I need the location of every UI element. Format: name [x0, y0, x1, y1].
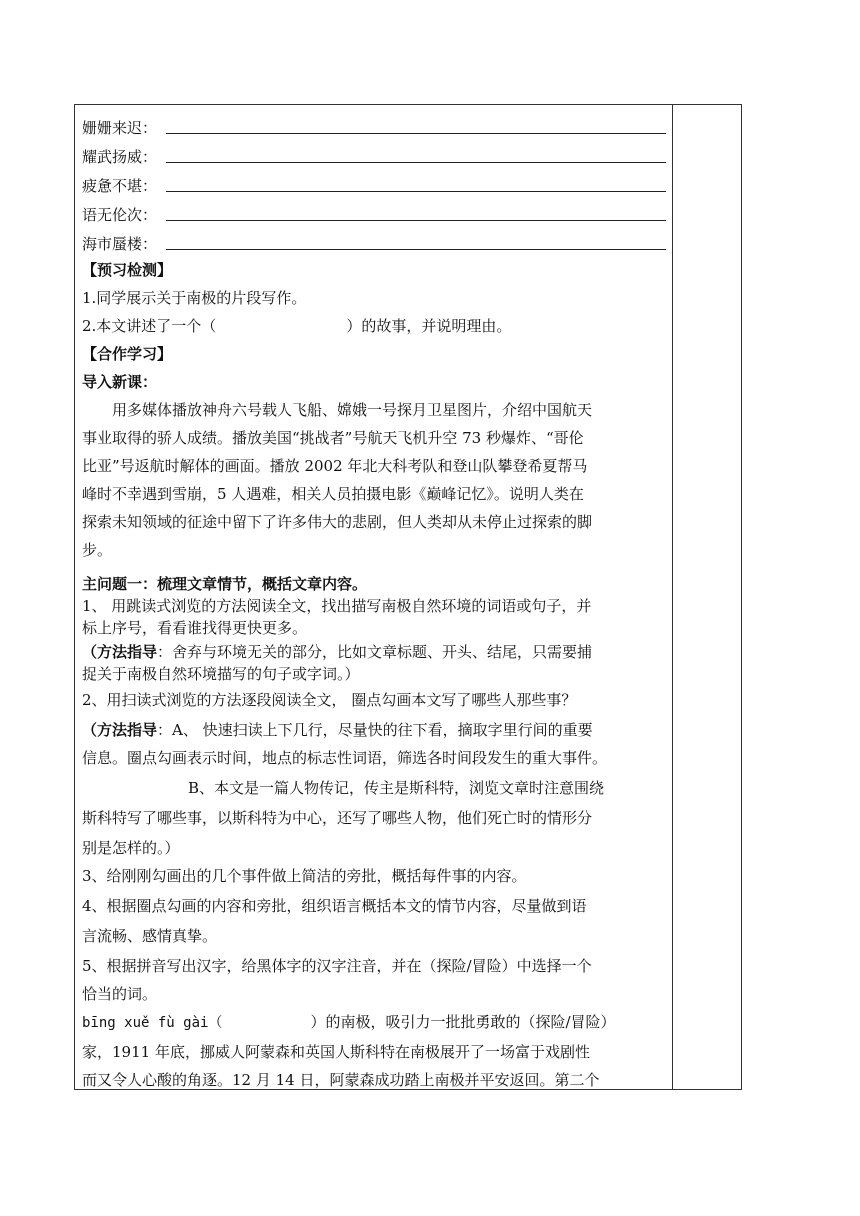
q1-item-5-line: 5、根据拼音写出汉字，给黑体字的汉字注音，并在（探险/冒险）中选择一个: [82, 957, 592, 975]
preview-heading: 【预习检测】: [82, 261, 173, 279]
preview-item-1: 1.同学展示关于南极的片段写作。: [82, 289, 307, 307]
q1-guide-2: [82, 720, 666, 740]
term-label: 海市蜃楼：: [82, 235, 158, 253]
q1-guide-2-line: B、本文是一篇人物传记，传主是斯科特，浏览文章时注意围绕: [188, 779, 605, 797]
term-label: 疲惫不堪：: [82, 177, 158, 195]
q1-item-2: 2、用扫读式浏览的方法逐段阅读全文， 圈点勾画本文写了哪些人那些事？: [82, 691, 577, 709]
term-row: [82, 228, 666, 253]
preview-item-2-prefix: 2.本文讲述了一个（: [82, 317, 217, 335]
q1-item-3: 3、给刚刚勾画出的几个事件做上简洁的旁批，概括每件事的内容。: [82, 867, 527, 885]
intro-heading: 导入新课：: [82, 373, 158, 391]
q1-item-5-line: 恰当的词。: [82, 985, 158, 1003]
intro-line: 事业取得的骄人成绩。播放美国“挑战者”号航天飞机升空 73 秒爆炸、“哥伦: [82, 429, 584, 447]
q1-guide-2-line: 别是怎样的。）: [82, 839, 180, 857]
guide-text: ：A、 快速扫读上下几行，尽量快的往下看，摘取字里行间的重要: [157, 721, 593, 739]
term-label: 语无伦次：: [82, 206, 158, 224]
q1-item-1-line: 标上序号，看看谁找得更快更多。: [82, 619, 308, 637]
table-column-divider: [672, 104, 673, 1090]
intro-line: 用多媒体播放神舟六号载人飞船、嫦娥一号探月卫星图片，介绍中国航天: [112, 401, 593, 419]
term-row: [82, 199, 666, 224]
preview-item-2: [82, 316, 666, 336]
coop-heading: 【合作学习】: [82, 345, 173, 363]
intro-line: 峰时不幸遇到雪崩，5 人遇难，相关人员拍摄电影《巅峰记忆》。说明人类在: [82, 485, 584, 503]
tail-line: 而又令人心酸的角逐。12 月 14 日，阿蒙森成功踏上南极并平安返回。第二个: [82, 1071, 600, 1089]
answer-blank[interactable]: [166, 191, 666, 192]
guide-label: （方法指导: [82, 643, 158, 661]
q1-guide-2-line: 斯科特写了哪些事，以斯科特为中心，还写了哪些人物，他们死亡时的情形分: [82, 809, 593, 827]
q1-item-1-line: 1、 用跳读式浏览的方法阅读全文，找出描写南极自然环境的词语或句子，并: [82, 597, 592, 615]
intro-line: 比亚”号返航时解体的画面。播放 2002 年北大科考队和登山队攀登希夏帮马: [82, 457, 588, 475]
q1-item-4-line: 言流畅、感情真挚。: [82, 927, 218, 945]
pinyin-text: bīng xuě fù gài（: [82, 1015, 223, 1031]
pinyin-line: [82, 1012, 666, 1033]
answer-blank[interactable]: [166, 220, 666, 221]
intro-line: 步。: [82, 541, 113, 559]
answer-blank[interactable]: [166, 249, 666, 250]
q1-item-4-line: 4、根据圈点勾画的内容和旁批，组织语言概括本文的情节内容，尽量做到语: [82, 897, 587, 915]
q1-guide-1: [82, 642, 666, 662]
term-row: [82, 141, 666, 166]
preview-item-2-suffix: ）的故事，并说明理由。: [346, 317, 512, 335]
guide-label: （方法指导: [82, 721, 158, 739]
q1-guide-1-line: 捉关于南极自然环境描写的句子或字词。）: [82, 665, 360, 683]
q1-guide-2-line: 信息。圈点勾画表示时间，地点的标志性词语，筛选各时间段发生的重大事件。: [82, 749, 608, 767]
tail-line: 家，1911 年底，挪威人阿蒙森和英国人斯科特在南极展开了一场富于戏剧性: [82, 1043, 590, 1061]
answer-blank[interactable]: [166, 162, 666, 163]
term-label: 耀武扬威：: [82, 148, 158, 166]
term-label: 姗姗来迟：: [82, 119, 158, 137]
intro-line: 探索未知领域的征途中留下了许多伟大的悲剧，但人类却从未停止过探索的脚: [82, 513, 593, 531]
guide-text: ：舍弃与环境无关的部分，比如文章标题、开头、结尾，只需要捕: [157, 643, 593, 661]
term-row: [82, 112, 666, 137]
pinyin-suffix: ）的南极，吸引力一批批勇敢的（探险/冒险）: [310, 1013, 616, 1031]
term-row: [82, 170, 666, 195]
answer-blank[interactable]: [166, 133, 666, 134]
question-1-heading: 主问题一：梳理文章情节，概括文章内容。: [82, 575, 368, 593]
